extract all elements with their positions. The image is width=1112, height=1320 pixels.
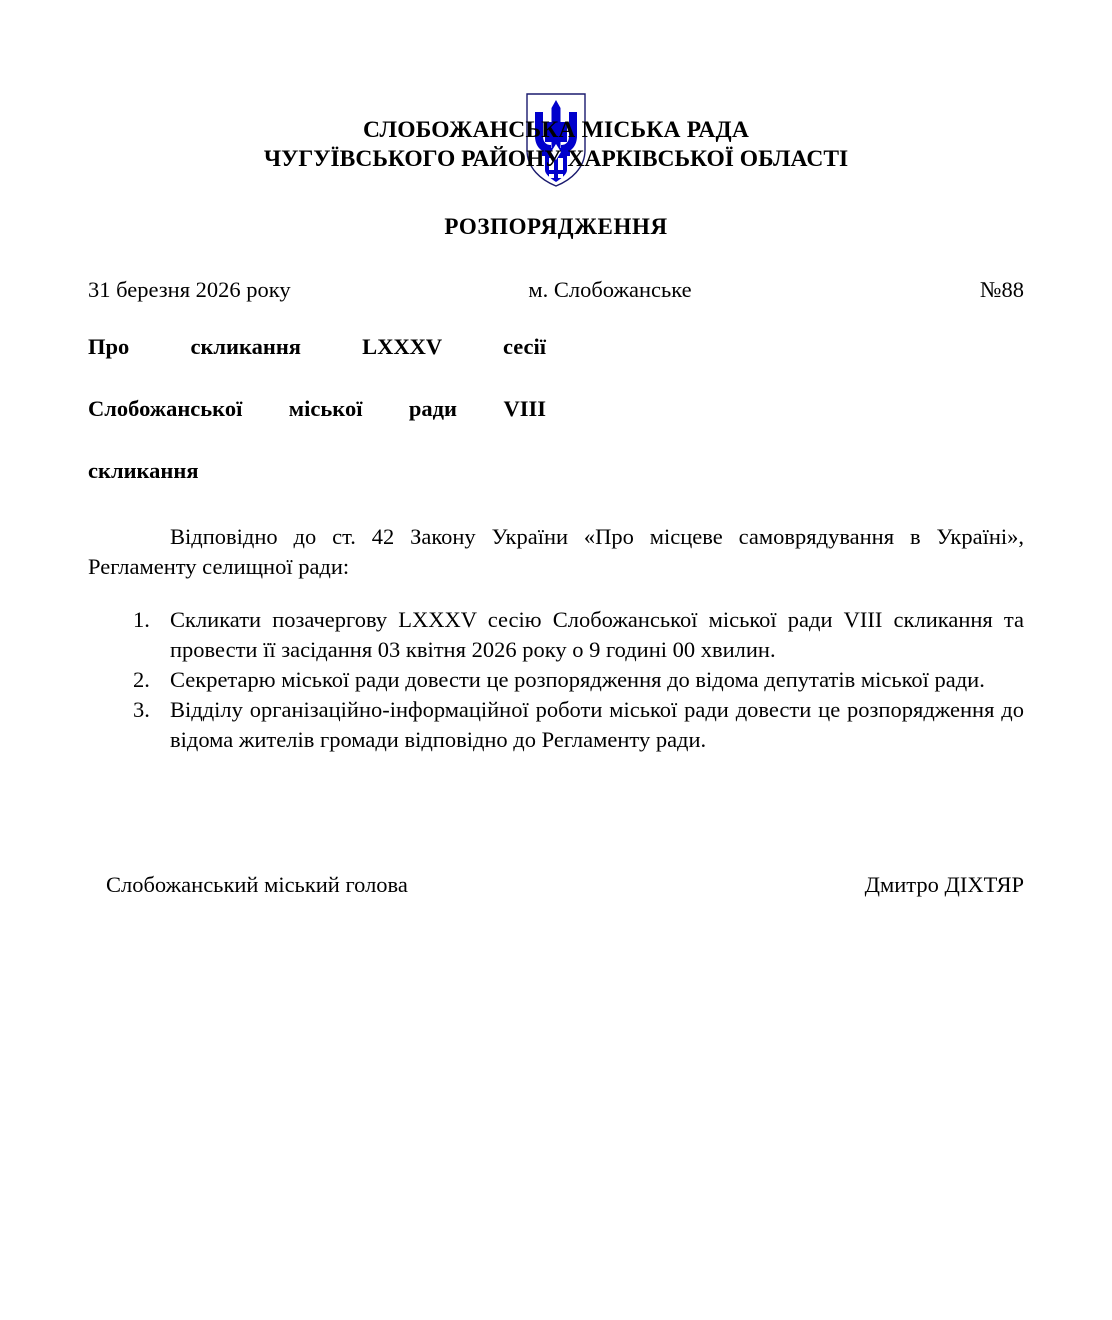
signatory-title: Слобожанський міський голова (106, 872, 408, 897)
document-subject (88, 331, 546, 486)
emblem-container (88, 0, 1024, 112)
document-meta-row (88, 277, 1024, 305)
subject-line-3: скликання (88, 458, 199, 483)
signature-block (88, 872, 1024, 904)
subject-line-1: Про скликання LXXXV сесії (88, 334, 546, 359)
clause-item: Секретарю міської ради довести це розпорядження до відома депутатів міської ради. (170, 666, 985, 692)
organization-name-line1: СЛОБОЖАНСЬКА МІСЬКА РАДА (362, 117, 750, 143)
document-city: м. Слобожанське (528, 277, 692, 302)
clause-item: Скликати позачергову LXXXV сесію Слобожанської міської ради VIII скликання та провести її засідання 03 квітня 2026 року о 9 годині 00 хвилин. (170, 606, 1024, 662)
body-intro-paragraph: Відповідно до ст. 42 Закону України «Про місцеве самоврядування в Україні», Регламенту селищної ради: (88, 524, 1024, 579)
document-date: 31 березня 2026 року (88, 277, 291, 302)
document-number: №88 (980, 277, 1024, 302)
clause-list (88, 605, 1024, 755)
organization-header (88, 116, 1024, 174)
document-title: РОЗПОРЯДЖЕННЯ (444, 214, 668, 239)
signatory-name: Дмитро ДІХТЯР (864, 872, 1024, 897)
organization-name-line2: ЧУГУЇВСЬКОГО РАЙОНУ ХАРКІВСЬКОЇ ОБЛАСТІ (263, 146, 849, 172)
clause-item: Відділу організаційно-інформаційної роботи міської ради довести це розпорядження до відома жителів громади відповідно до Регламенту ради. (170, 696, 1024, 752)
subject-line-2: Слобожанської міської ради VIII (88, 396, 546, 421)
